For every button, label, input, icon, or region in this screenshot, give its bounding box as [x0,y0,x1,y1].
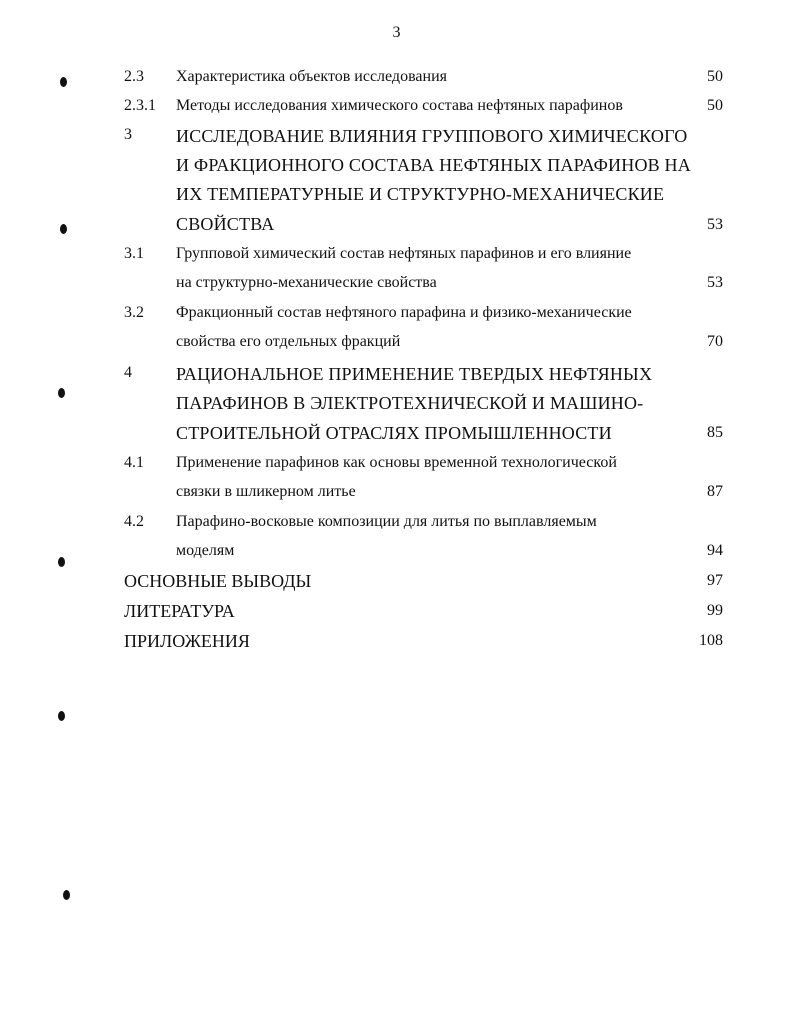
toc-title-line: связки в шликерном литье [176,483,356,500]
toc-title: ЛИТЕРАТУРА [124,601,235,621]
toc-title: Характеристика объектов исследования [176,68,447,85]
toc-number: 2.3 [124,68,144,85]
toc-title-line: СВОЙСТВА [176,214,275,234]
binder-hole-mark [60,224,67,234]
binder-hole-mark [58,711,65,721]
toc-number: 3.2 [124,304,144,321]
binder-hole-mark [58,557,65,567]
toc-page: 85 [707,424,723,441]
toc-title-line: Фракционный состав нефтяного парафина и физико-механические [176,304,632,321]
toc-page: 50 [707,97,723,114]
toc-title-line: Групповой химический состав нефтяных парафинов и его влияние [176,245,632,262]
toc-page: 108 [699,632,723,649]
toc-title: ОСНОВНЫЕ ВЫВОДЫ [124,571,312,591]
toc-title-line: И ФРАКЦИОННОГО СОСТАВА НЕФТЯНЫХ ПАРАФИНОВ НА [176,155,691,175]
toc-title-line: ИССЛЕДОВАНИЕ ВЛИЯНИЯ ГРУППОВОГО ХИМИЧЕСКОГО [176,126,688,146]
toc-title-line: СТРОИТЕЛЬНОЙ ОТРАСЛЯХ ПРОМЫШЛЕННОСТИ [176,423,612,443]
toc-title: ПРИЛОЖЕНИЯ [124,631,250,651]
toc-title: Методы исследования химического состава нефтяных парафинов [176,97,623,114]
toc-number: 3.1 [124,245,144,262]
toc-title-line: свойства его отдельных фракций [176,333,401,350]
toc-title-line: на структурно-механические свойства [176,274,437,291]
toc-number: 4.1 [124,454,144,471]
toc-title-line: ПАРАФИНОВ В ЭЛЕКТРОТЕХНИЧЕСКОЙ И МАШИНО- [176,393,644,413]
toc-page: 50 [707,68,723,85]
toc-page: 70 [707,333,723,350]
toc-page: 53 [707,216,723,233]
toc-title-line: Применение парафинов как основы временной технологической [176,454,617,471]
toc-page: 99 [707,602,723,619]
binder-hole-mark [63,890,70,900]
toc-number: 2.3.1 [124,97,156,114]
toc-title-line: Парафино-восковые композиции для литья по выплавляемым [176,513,597,530]
toc-page: 53 [707,274,723,291]
toc-page: 94 [707,542,723,559]
toc-title-line: РАЦИОНАЛЬНОЕ ПРИМЕНЕНИЕ ТВЕРДЫХ НЕФТЯНЫХ [176,364,653,384]
toc-page: 97 [707,572,723,589]
page-number: 3 [392,24,401,41]
toc-page: 87 [707,483,723,500]
toc-title-line: ИХ ТЕМПЕРАТУРНЫЕ И СТРУКТУРНО-МЕХАНИЧЕСКИЕ [176,184,665,204]
toc-number: 3 [124,126,132,143]
toc-number: 4 [124,364,132,381]
binder-hole-mark [58,388,65,398]
binder-hole-mark [60,77,67,87]
toc-title-line: моделям [176,542,235,559]
toc-number: 4.2 [124,513,144,530]
